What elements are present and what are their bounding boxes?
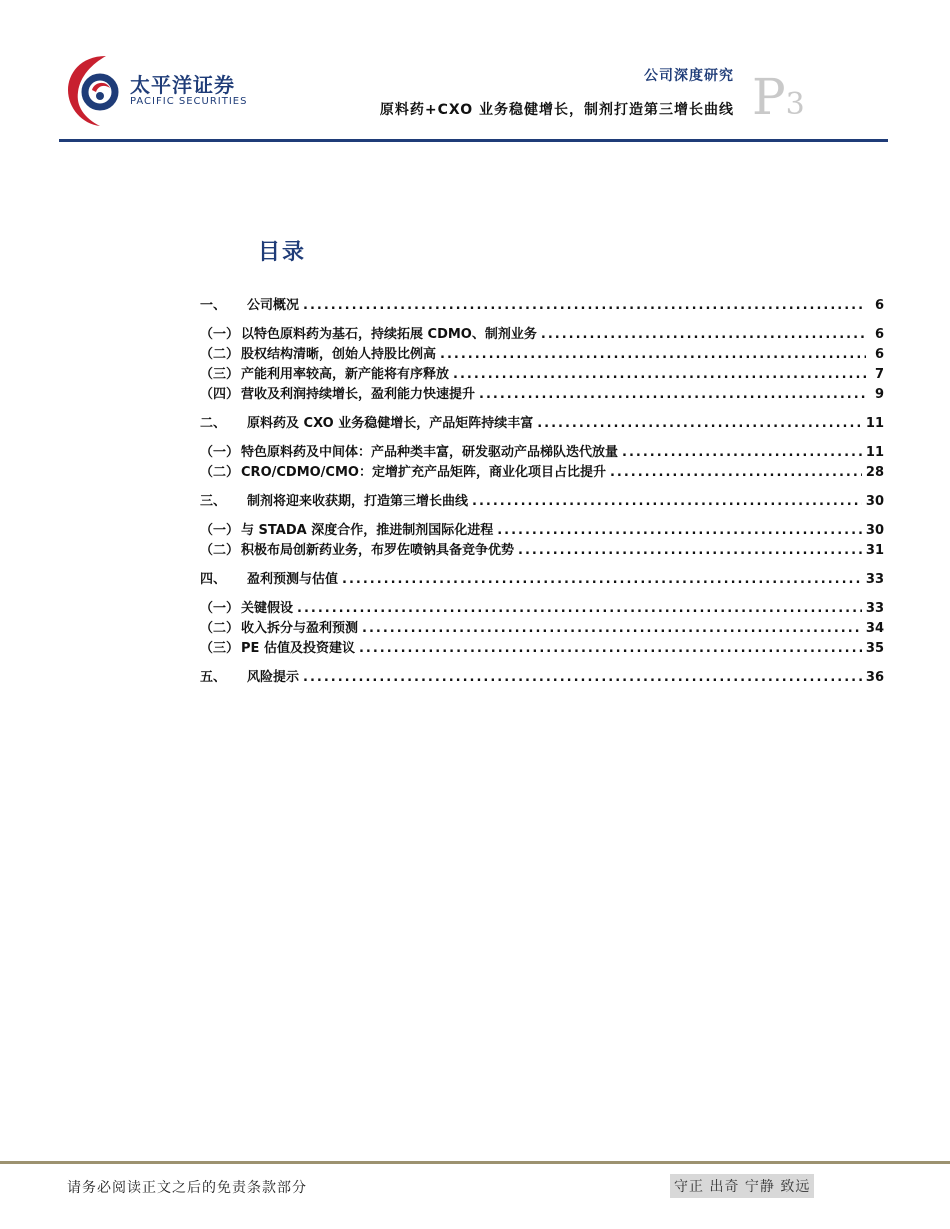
toc-entry-number: （四） bbox=[200, 387, 240, 402]
toc-entry-number: （一） bbox=[200, 445, 240, 460]
toc-entry-title: CRO/CDMO/CMO：定增扩充产品矩阵，商业化项目占比提升 bbox=[241, 465, 606, 480]
toc-entry-label bbox=[200, 619, 358, 639]
toc-entry-page: 6 bbox=[874, 298, 884, 313]
toc-entry-title: PE 估值及投资建议 bbox=[241, 641, 355, 656]
toc-entry[interactable] bbox=[200, 414, 884, 434]
toc-entry-title: 盈利预测与估值 bbox=[247, 572, 339, 587]
toc-entry-title: 与 STADA 深度合作，推进制剂国际化进程 bbox=[241, 523, 494, 538]
toc-entry-number: 五、 bbox=[200, 670, 227, 685]
toc-dot-leader bbox=[362, 619, 862, 639]
footer-divider bbox=[0, 1161, 950, 1164]
toc-entry-number: （一） bbox=[200, 601, 240, 616]
toc-entry-label bbox=[200, 385, 475, 405]
toc-entry-page: 11 bbox=[865, 416, 884, 431]
toc-entry[interactable] bbox=[200, 385, 884, 405]
toc-entry[interactable] bbox=[200, 521, 884, 541]
toc-dot-leader bbox=[472, 492, 862, 512]
toc-dot-leader bbox=[303, 668, 862, 688]
toc-dot-leader bbox=[541, 325, 866, 345]
toc-dot-leader bbox=[453, 365, 866, 385]
toc-entry-label bbox=[200, 570, 338, 590]
toc-entry-title: 制剂将迎来收获期，打造第三增长曲线 bbox=[247, 494, 469, 509]
toc-entry[interactable] bbox=[200, 492, 884, 512]
toc-dot-leader bbox=[342, 570, 862, 590]
toc-entry-number: 四、 bbox=[200, 572, 227, 587]
toc-entry[interactable] bbox=[200, 345, 884, 365]
company-logo bbox=[66, 50, 256, 128]
toc-entry-label bbox=[200, 599, 293, 619]
toc-entry-number: （三） bbox=[200, 641, 240, 656]
toc-entry-page: 30 bbox=[865, 523, 884, 538]
toc-entry[interactable] bbox=[200, 443, 884, 463]
pacific-logo-icon bbox=[66, 50, 128, 128]
toc-entry-number: （一） bbox=[200, 327, 240, 342]
company-motto: 守正 出奇 宁静 致远 bbox=[670, 1174, 814, 1198]
toc-entry-page: 9 bbox=[874, 387, 884, 402]
toc-entry-title: 公司概况 bbox=[247, 298, 300, 313]
toc-entry[interactable] bbox=[200, 639, 884, 659]
toc-entry-label bbox=[200, 521, 493, 541]
toc-dot-leader bbox=[537, 414, 862, 434]
toc-entry-title: 股权结构清晰，创始人持股比例高 bbox=[241, 347, 437, 362]
toc-dot-leader bbox=[497, 521, 862, 541]
toc-entry-page: 34 bbox=[865, 621, 884, 636]
toc-entry-page: 30 bbox=[865, 494, 884, 509]
toc-entry[interactable] bbox=[200, 365, 884, 385]
toc-entry-label bbox=[200, 443, 618, 463]
report-title: 原料药+CXO 业务稳健增长，制剂打造第三增长曲线 bbox=[379, 102, 734, 118]
page-digit: 3 bbox=[785, 87, 805, 122]
toc-entry-page: 35 bbox=[865, 641, 884, 656]
toc-entry[interactable] bbox=[200, 296, 884, 316]
toc-entry-title: 原料药及 CXO 业务稳健增长，产品矩阵持续丰富 bbox=[247, 416, 534, 431]
toc-entry-label bbox=[200, 463, 606, 483]
toc-dot-leader bbox=[359, 639, 862, 659]
toc-entry-number: （三） bbox=[200, 367, 240, 382]
toc-entry-label bbox=[200, 296, 299, 316]
toc-entry-title: 收入拆分与盈利预测 bbox=[241, 621, 359, 636]
toc-entry-title: 积极布局创新药业务，布罗佐喷钠具备竞争优势 bbox=[241, 543, 515, 558]
page-number bbox=[752, 68, 805, 126]
header-divider bbox=[59, 139, 888, 142]
toc-entry-number: （二） bbox=[200, 543, 240, 558]
toc-entry[interactable] bbox=[200, 570, 884, 590]
toc-entry-label bbox=[200, 541, 514, 561]
toc-entry-page: 36 bbox=[865, 670, 884, 685]
toc-entry-label bbox=[200, 492, 468, 512]
toc-entry-number: 一、 bbox=[200, 298, 227, 313]
toc-entry-page: 33 bbox=[865, 572, 884, 587]
toc-entry-title: 以特色原料药为基石，持续拓展 CDMO、制剂业务 bbox=[241, 327, 537, 342]
toc-entry-title: 关键假设 bbox=[241, 601, 294, 616]
toc-entry-number: 三、 bbox=[200, 494, 227, 509]
brand-name-en: PACIFIC SECURITIES bbox=[130, 96, 248, 107]
toc-entry-page: 7 bbox=[874, 367, 884, 382]
toc-entry-page: 31 bbox=[865, 543, 884, 558]
toc-entry[interactable] bbox=[200, 599, 884, 619]
toc-entry-label bbox=[200, 345, 436, 365]
toc-entry-label bbox=[200, 639, 355, 659]
toc-entry-label bbox=[200, 325, 537, 345]
report-type: 公司深度研究 bbox=[644, 68, 734, 84]
table-of-contents bbox=[200, 296, 884, 688]
toc-entry[interactable] bbox=[200, 541, 884, 561]
toc-entry-label bbox=[200, 365, 449, 385]
toc-entry-page: 33 bbox=[865, 601, 884, 616]
toc-entry-page: 6 bbox=[874, 347, 884, 362]
brand-name-cn: 太平洋证券 bbox=[130, 73, 235, 97]
toc-entry-page: 11 bbox=[865, 445, 884, 460]
toc-dot-leader bbox=[622, 443, 862, 463]
toc-entry-number: （二） bbox=[200, 347, 240, 362]
toc-entry-number: （一） bbox=[200, 523, 240, 538]
toc-entry-label bbox=[200, 668, 299, 688]
page-letter: P bbox=[752, 68, 786, 126]
toc-heading: 目录 bbox=[258, 240, 307, 265]
toc-entry[interactable] bbox=[200, 668, 884, 688]
toc-entry-number: 二、 bbox=[200, 416, 227, 431]
toc-entry-number: （二） bbox=[200, 621, 240, 636]
toc-entry-title: 产能利用率较高，新产能将有序释放 bbox=[241, 367, 450, 382]
toc-entry-label bbox=[200, 414, 533, 434]
toc-dot-leader bbox=[440, 345, 866, 365]
toc-dot-leader bbox=[303, 296, 866, 316]
toc-dot-leader bbox=[518, 541, 862, 561]
toc-entry-title: 风险提示 bbox=[247, 670, 300, 685]
toc-dot-leader bbox=[297, 599, 862, 619]
disclaimer-text: 请务必阅读正文之后的免责条款部分 bbox=[67, 1180, 307, 1196]
toc-entry-page: 28 bbox=[865, 465, 884, 480]
toc-dot-leader bbox=[479, 385, 866, 405]
toc-entry[interactable] bbox=[200, 463, 884, 483]
toc-entry[interactable] bbox=[200, 619, 884, 639]
toc-entry[interactable] bbox=[200, 325, 884, 345]
toc-dot-leader bbox=[610, 463, 862, 483]
toc-entry-page: 6 bbox=[874, 327, 884, 342]
toc-entry-title: 特色原料药及中间体：产品种类丰富，研发驱动产品梯队迭代放量 bbox=[241, 445, 619, 460]
toc-entry-title: 营收及利润持续增长，盈利能力快速提升 bbox=[241, 387, 476, 402]
toc-entry-number: （二） bbox=[200, 465, 240, 480]
